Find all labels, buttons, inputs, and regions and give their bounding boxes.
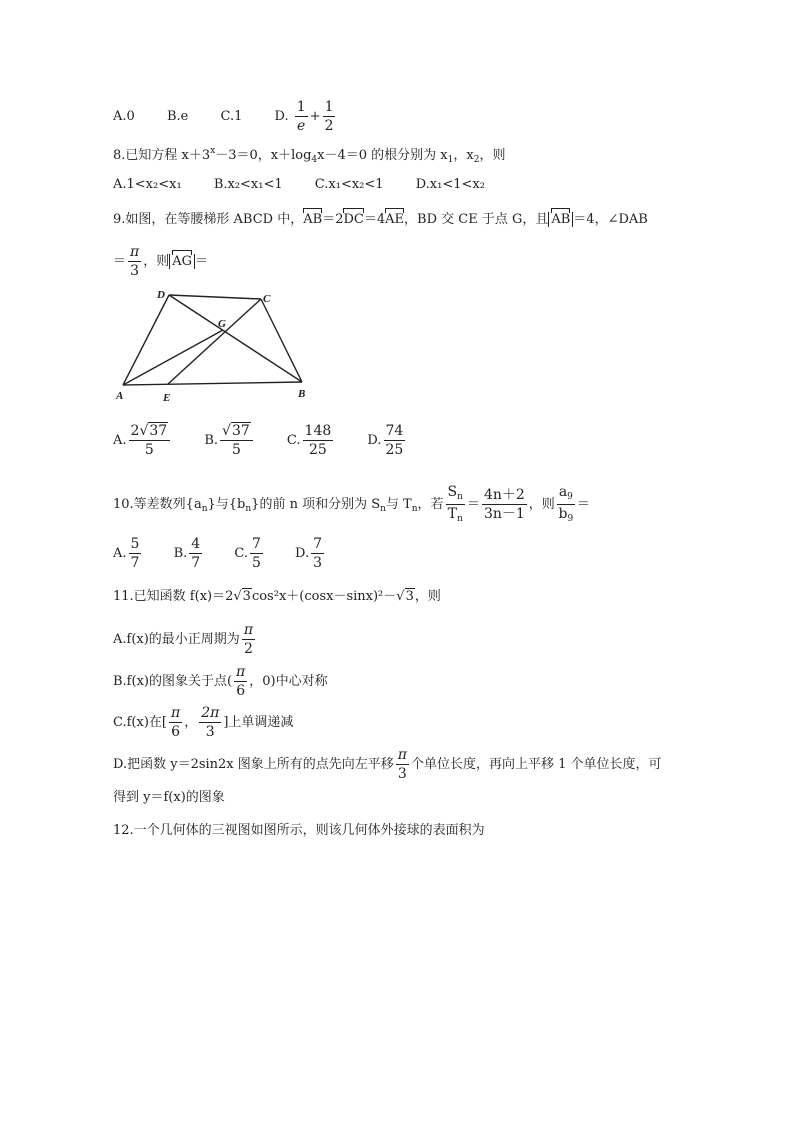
q10-option-d: D. $\frac{7}{3}$ (295, 536, 323, 571)
q7-option-d: D. $\frac{1}{e}$ + $\frac{1}{2}$ (274, 99, 334, 134)
q11-option-c: C.f(x)在[ $\frac{\pi}{6}$ ， $\frac{2\pi}{3}$ ]上单调递减 (113, 705, 294, 740)
edge-dc (169, 295, 261, 299)
q10-stem: 10.等差数列$\{a_n\}$与$\{b_n\}$的前 n 项和分别为 $S_n$与 $T_n$，若 $\frac{S_n}{T_n}$ ＝ $\frac{4n+2}{3n-1}$ ，则 $\frac{a_9}{b_9}$ ＝ (113, 484, 590, 524)
q12-stem: 12.一个几何体的三视图如图所示，则该几何体外接球的表面积为 (113, 823, 485, 838)
label-d: D (157, 289, 165, 301)
q10-options (113, 537, 326, 570)
seg-ce (168, 299, 261, 384)
edge-cb (261, 299, 302, 382)
q11-option-b: B.f(x)的图象关于点( $\frac{\pi}{6}$ ，0)中心对称 (113, 664, 328, 699)
label-c: C (263, 293, 271, 305)
q10-option-c: C. $\frac{7}{5}$ (234, 536, 261, 571)
trapezoid-figure (110, 285, 330, 410)
q11-option-d-line2: 得到 y＝f(x)的图象 (113, 790, 225, 805)
q11-option-a: A.f(x)的最小正周期为 $\frac{\pi}{2}$ (113, 622, 254, 657)
label-e: E (163, 392, 171, 404)
q8-option-c: C.x₁<x₂<1 (314, 177, 384, 192)
q9-option-b: B. $\frac{√37}{5}$ (204, 433, 259, 448)
edge-ad (123, 295, 169, 385)
diag-db (169, 295, 302, 382)
q9-stem-line1: 9.如图，在等腰梯形 ABCD 中，AB＝2DC＝4AE，BD 交 CE 于点 G，且 AB ＝4，∠DAB (113, 212, 648, 227)
q9-option-d: D. $\frac{74}{25}$ (367, 423, 404, 458)
label-b: B (298, 388, 306, 400)
q9-option-a: A. $\frac{2√37}{5}$ (113, 433, 176, 448)
edge-ab (123, 382, 302, 385)
q9-stem-line2: ＝ $\frac{\pi}{3}$ ，则 AG ＝ (113, 244, 209, 279)
q10-option-b: B. $\frac{4}{7}$ (173, 536, 201, 571)
seg-ag (123, 330, 223, 385)
q8-option-b: B.x₂<x₁<1 (213, 177, 283, 192)
q7-options (113, 100, 337, 133)
q9-options (113, 424, 407, 457)
q11-stem: 11.已知函数 f(x)＝2√3cos²x＋(cosx－sinx)²－√3，则 (113, 589, 441, 604)
q7-option-c: C.1 (220, 109, 243, 124)
label-g: G (218, 318, 226, 330)
q8-options (113, 178, 485, 191)
q11-option-d-line1: D.把函数 y＝2sin2x 图象上所有的点先向左平移 $\frac{\pi}{3}$ 个单位长度，再向上平移 1 个单位长度，可 (113, 747, 662, 782)
q9-option-c: C. $\frac{148}{25}$ (286, 423, 332, 458)
q7-option-a: A.0 (113, 109, 135, 124)
q8-option-d: D.x₁<1<x₂ (415, 177, 485, 192)
q8-stem: 8.已知方程 $x+3^x-3=0$，$x+\log_4x-4=0$ 的根分别为 $x_1$，$x_2$，则 (113, 146, 506, 165)
q8-option-a: A.1<x₂<x₁ (113, 177, 182, 192)
label-a: A (116, 390, 124, 402)
q10-option-a: A. $\frac{5}{7}$ (113, 536, 140, 571)
q7-option-b: B.e (166, 109, 189, 124)
